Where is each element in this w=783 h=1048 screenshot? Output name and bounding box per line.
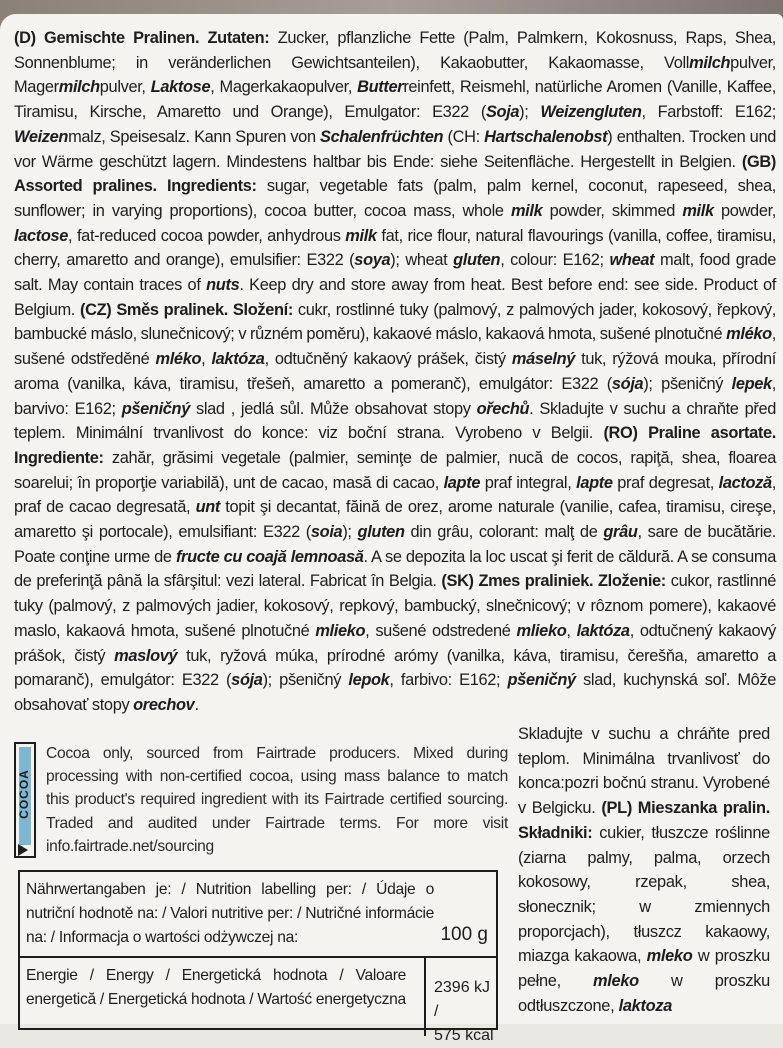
text-run: cukr, rostlinné tuky (palmový, z palmových jader, kokosový, řepkový, bambucké máslo, slunečnicový; v různém poměru), kakaové máslo, kakaová hmota, sušené plnotučné	[14, 300, 776, 344]
ingredients-paragraph	[14, 26, 776, 718]
badge-word: COCOA	[17, 769, 31, 819]
allergen: mleko	[646, 947, 693, 966]
text-run: , Magerkakaopulver,	[210, 78, 358, 97]
text-run: Skladujte v suchu a chráňte pred teplom. Minimálna trvanlivosť do konca:pozri bočnú stranu. Vyrobené v Belgicku.	[518, 725, 770, 818]
text-run: , colour: E162;	[500, 251, 610, 270]
allergen: laktóza	[576, 621, 630, 640]
allergen: milk	[345, 226, 377, 245]
fairtrade-notice	[14, 742, 510, 860]
allergen: wheat	[609, 251, 655, 270]
text-run: , sušené odstředěné	[14, 325, 776, 369]
allergen: mlieko	[315, 621, 366, 640]
text-run: ); pšeničný	[262, 671, 349, 690]
text-run: din grâu, colorant: malţ de	[404, 523, 604, 542]
allergen: lepok	[348, 671, 390, 690]
text-run: , odtučnený kakaový prášok, čistý	[14, 621, 776, 665]
text-run: fat, rice flour, natural flavourings (vanilla, coffee, tiramisu, cherry, amaretto and orange), emulsifier: E322 (	[14, 226, 776, 270]
text-run: topit şi decantat, făină de orez, arome naturale (vanilie, cafea, tiramisu, cireşe, amaretto şi portocale), emulsifiant: E322 (	[14, 498, 776, 542]
energy-kj: 2396 kJ /	[434, 979, 491, 1020]
text-run: , farbivo: E162;	[389, 671, 508, 690]
allergen: milk	[682, 201, 714, 220]
text-run: , sušené odstredené	[365, 621, 517, 640]
fairtrade-text: Cocoa only, sourced from Fairtrade producers. Mixed during processing with non-certified cocoa, using mass balance to match this product's required ingredient with its Fairtrade certified sourcing. Traded and audited under Fairtrade terms. For more visit info.fairtrade.net/sourcing	[46, 745, 508, 855]
text-run: );	[342, 523, 358, 542]
text-run: powder, skimmed	[542, 201, 683, 220]
energy-kcal: 575 kcal	[434, 1027, 494, 1044]
allergen: máselný	[511, 350, 575, 369]
text-run: tuk, rýžová mouka, přírodní aroma (vanilka, káva, tiramisu, třešeň, amaretto a pomeranč), emulgátor: E322 (	[14, 350, 776, 393]
allergen: fructe cu coajă lemnoasă	[175, 547, 364, 566]
nutrition-table	[18, 870, 498, 1044]
section-header-sk: (SK) Zmes praliniek. Zloženie:	[441, 572, 666, 591]
allergen: sója	[231, 671, 263, 690]
text-run: , sare de bucătărie. Poate conţine urme de	[14, 523, 776, 566]
allergen: lactoză	[718, 473, 772, 492]
allergen: laktóza	[211, 350, 265, 369]
text-run: , odtučněný kakaový prášek, čistý	[264, 350, 512, 369]
allergen: Soja	[485, 103, 520, 122]
text-run: , Farbstoff: E162;	[641, 103, 777, 122]
allergen: gluten	[357, 523, 405, 542]
allergen: unt	[195, 498, 220, 517]
allergen: mlieko	[516, 621, 567, 640]
text-run: slad, kuchynská soľ. Môže obsahovať stopy	[14, 671, 776, 714]
section-header-cz: (CZ) Směs pralinek. Složení:	[79, 300, 293, 319]
allergen: Weizen	[14, 127, 69, 146]
text-run: ,	[566, 621, 577, 640]
text-run: w proszku pełne,	[518, 947, 770, 991]
energy-label: Energie / Energy / Energetická hodnota / Valoare energetică / Energetická hodnota / Wartość energetyczna	[26, 967, 406, 1008]
text-run: pulver,	[99, 78, 151, 97]
allergen: orechov	[133, 695, 195, 714]
allergen: pšeničný	[507, 671, 576, 690]
text-run: cukier, tłuszcze roślinne (ziarna palmy, palma, orzech kokosowy, rzepak, shea, słonecznik; w zmiennych proporcjach), tłuszcz kakaowy, miazga kakaowa,	[518, 823, 770, 966]
allergen: Schalenfrüchten	[320, 127, 444, 146]
text-run: slad , jedlá sůl. Může obsahovat stopy	[189, 399, 477, 418]
text-run: reinfett, Reismehl, natürliche Aromen (Vanille, Kaffee, Tiramisu, Kirsche, Amaretto und Orange), Emulgator: E322 (	[14, 78, 776, 122]
text-run: (CH:	[443, 127, 485, 146]
text-run: Zucker, pflanzliche Fette (Palm, Palmkern, Kokosnuss, Raps, Shea, Sonnenblume; in veränderlichen Gewichtsanteilen), Kakaobutter, Kakaomasse, Voll	[14, 29, 776, 72]
text-run: , barvivo: E162;	[14, 374, 777, 418]
allergen: milk	[510, 201, 543, 220]
allergen: lactose	[14, 226, 69, 245]
allergen: Hartschalenobst	[484, 127, 608, 146]
allergen: pšeničný	[121, 399, 190, 418]
allergen: laktoza	[618, 996, 673, 1015]
text-run: cukor, rastlinné tuky (palmový, z palmových jadier, kokosový, repkový, bambucký, slnečnicový; v rôznom pomere), kakaové maslo, kakaová hmota, sušené plnotučné	[14, 572, 776, 640]
allergen: Butter	[357, 78, 404, 97]
text-run: praf degresat,	[612, 473, 719, 492]
text-run: praf integral,	[480, 473, 577, 492]
text-run: ) enthalten. Trocken und vor Wärme geschützt lagern. Mindestens haltbar bis Ende: siehe Seitenfläche. Hergestellt in Belgien.	[14, 127, 776, 171]
fairtrade-cocoa-badge	[14, 742, 36, 858]
allergen: mleko	[593, 972, 639, 991]
text-run: powder,	[713, 201, 776, 220]
allergen: milch	[58, 78, 100, 97]
arrow-right-icon	[18, 844, 28, 856]
text-run: ); wheat	[390, 251, 454, 270]
text-run: . Keep dry and store away from heat. Best before end: see side. Product of Belgium.	[14, 276, 776, 319]
text-run: . A se depozita la loc uscat şi ferit de căldură. A se consuma de preferinţă până la sfârşitul: vezi lateral. Fabricat în Belgia.	[14, 547, 776, 591]
allergen: grâu	[603, 523, 638, 542]
text-run: .	[194, 695, 199, 714]
allergen: lapte	[443, 473, 481, 492]
text-run: tuk, ryžová múka, prírodné arómy (vanilka, káva, tiramisu, čerešňa, amaretto a pomaranč), emulgátor: E322 (	[14, 646, 776, 690]
text-run: , praf de cacao degresată,	[14, 473, 777, 517]
text-run: . Skladujte v suchu a chraňte před teplem. Minimální trvanlivost do konce: viz boční strana. Vyrobeno v Belgii.	[14, 399, 776, 443]
ingredients-right-column	[518, 722, 770, 1018]
allergen: gluten	[453, 251, 501, 270]
section-header-gb: (GB) Assorted pralines. Ingredients:	[14, 152, 776, 196]
text-run: ,	[201, 350, 212, 369]
allergen: milch	[689, 53, 731, 72]
ingredients-paragraph	[518, 722, 770, 1018]
allergen: mléko	[155, 350, 202, 369]
language-code-pl: (PL)	[601, 799, 632, 818]
allergen: mléko	[726, 325, 772, 344]
allergen: Laktose	[150, 78, 211, 97]
nutrition-per-value: 100 g	[440, 924, 488, 945]
allergen: sója	[611, 374, 644, 393]
allergen: lepek	[731, 374, 772, 393]
nutrition-header-label: Nährwertangaben je: / Nutrition labelling per: / Údaje o nutriční hodnotě na: / Valori nutritive per: / Nutričné informácie na: / Informacja o wartości odżywczej na:	[26, 881, 434, 946]
ingredients-text-block	[14, 26, 776, 718]
nutrition-header-row	[20, 872, 496, 958]
section-header-pl: Mieszanka pralin. Składniki:	[518, 799, 770, 842]
energy-value	[434, 976, 498, 1048]
text-run: sugar, vegetable fats (palm, palm kernel, coconut, rapeseed, shea, sunflower; in varying proportions), cocoa butter, cocoa mass, whole	[14, 177, 776, 220]
allergen: lapte	[576, 473, 613, 492]
text-run: );	[519, 103, 541, 122]
text-run: , fat-reduced cocoa powder, anhydrous	[68, 226, 346, 245]
text-run: ); pšeničný	[643, 374, 732, 393]
allergen: Weizengluten	[540, 103, 642, 122]
allergen: maslový	[114, 646, 178, 665]
text-run: malt, food grade salt. May contain traces of	[14, 251, 776, 295]
allergen: soya	[354, 251, 391, 270]
allergen: nuts	[206, 276, 240, 295]
column-divider	[424, 956, 426, 1036]
allergen: ořechů	[476, 399, 530, 418]
text-run: w proszku odtłuszczone,	[518, 972, 770, 1015]
allergen: soia	[310, 523, 343, 542]
section-header-ro: (RO) Praline asortate. Ingrediente:	[14, 424, 776, 467]
section-header-de: (D) Gemischte Pralinen. Zutaten:	[14, 29, 270, 47]
text-run: pulver, Mager	[14, 53, 776, 97]
text-run: malz, Speisesalz. Kann Spuren von	[68, 127, 321, 146]
text-run: zahăr, grăsimi vegetale (palmier, seminţe de palmier, nucă de cocos, rapiţă, shea, floarea soarelui; în proporţie variabilă), unt de cacao, masă di cacao,	[14, 448, 776, 492]
